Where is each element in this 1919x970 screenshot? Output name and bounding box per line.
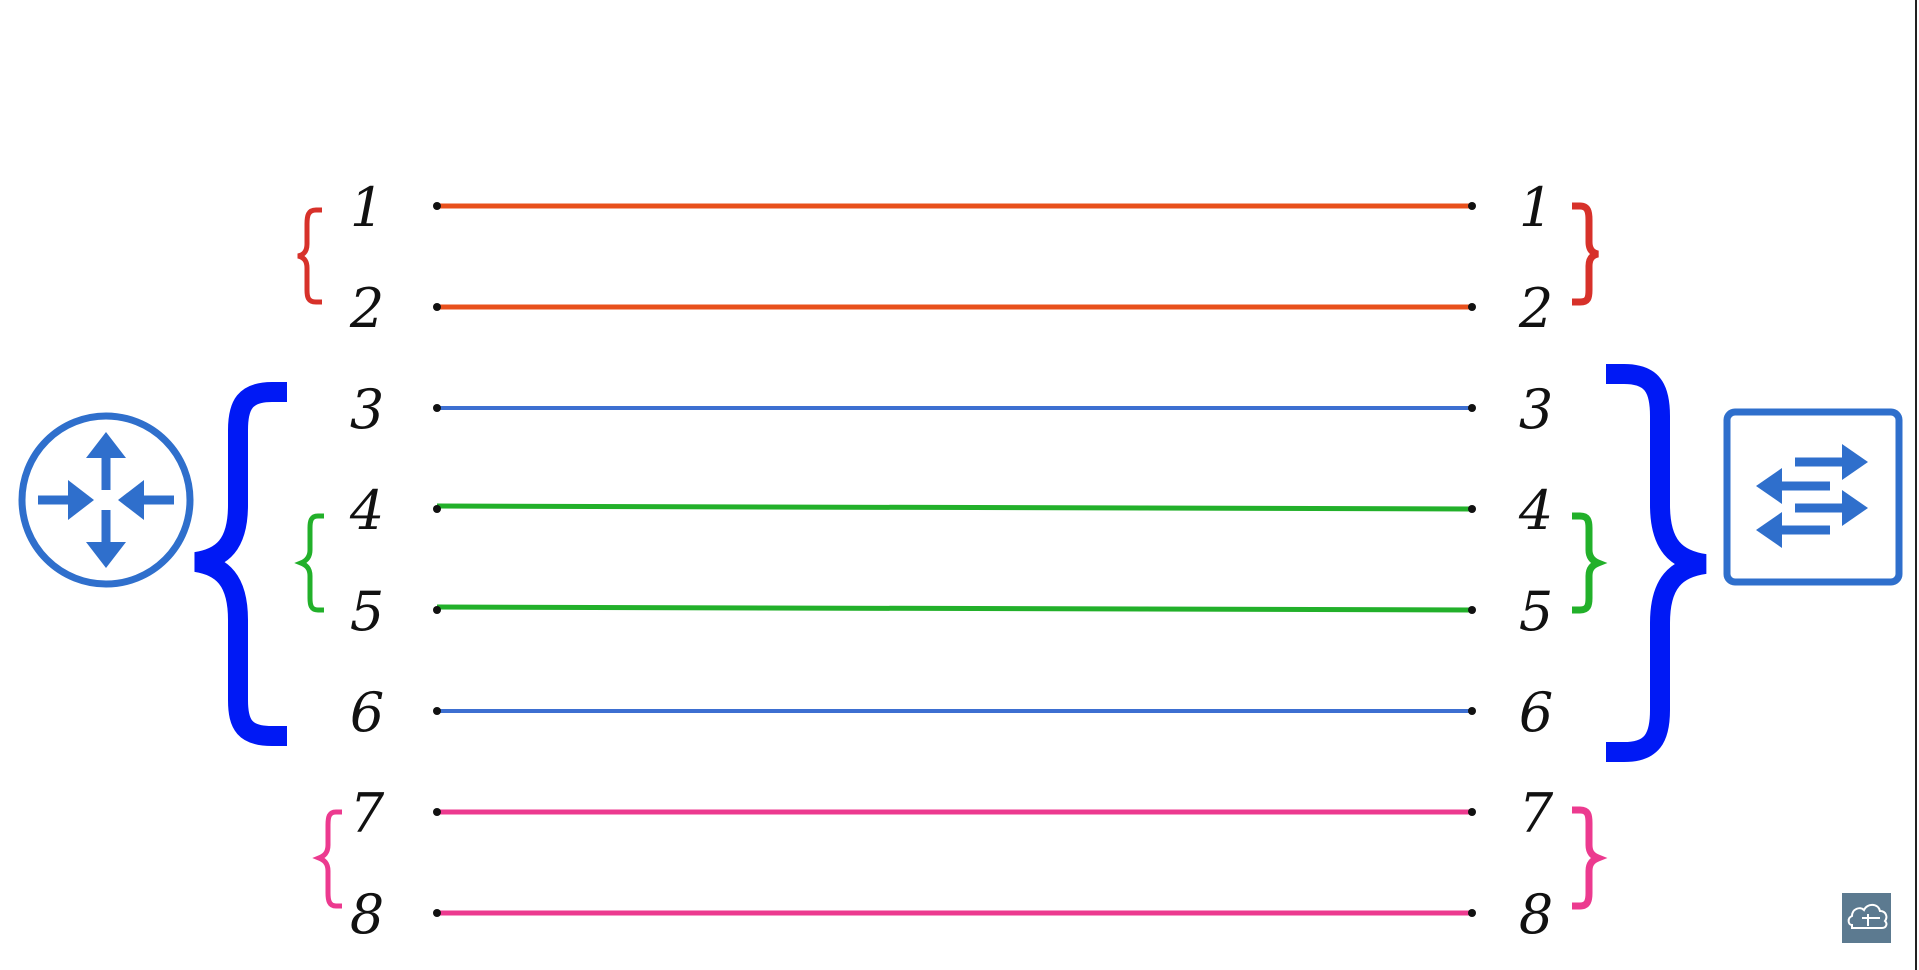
wire-endpoint-right-8 — [1468, 909, 1476, 917]
pair-1-2-right-brace — [1572, 206, 1598, 302]
router-icon — [22, 416, 190, 584]
pin-label-right-2: 2 — [1518, 277, 1554, 340]
pair-1-2-left-brace — [298, 210, 322, 302]
big-right-brace — [1606, 374, 1705, 752]
wire-endpoint-right-2 — [1468, 303, 1476, 311]
pin-label-left-6: 6 — [349, 681, 385, 744]
pin-label-left-3: 3 — [349, 378, 385, 441]
wire-endpoint-right-4 — [1468, 505, 1476, 513]
pair-4-5-left-brace — [301, 516, 324, 610]
pin-label-right-6: 6 — [1518, 681, 1554, 744]
wire-endpoint-right-3 — [1468, 404, 1476, 412]
wire-endpoint-right-1 — [1468, 202, 1476, 210]
wire-endpoint-left-5 — [433, 606, 441, 614]
wire-endpoint-left-4 — [433, 505, 441, 513]
pair-4-5-right-brace — [1572, 516, 1598, 610]
pin-label-right-4: 4 — [1518, 479, 1554, 542]
wire-endpoint-left-6 — [433, 707, 441, 715]
pin-label-right-8: 8 — [1518, 883, 1554, 946]
wire-endpoint-left-7 — [433, 808, 441, 816]
wire-endpoint-right-5 — [1468, 606, 1476, 614]
pin-label-left-1: 1 — [349, 176, 385, 239]
pin-label-left-7: 7 — [349, 782, 385, 845]
wire-endpoint-left-3 — [433, 404, 441, 412]
pin-label-left-4: 4 — [349, 479, 385, 542]
cloud-logo-icon — [1842, 893, 1891, 943]
pair-7-8-left-brace — [319, 812, 342, 906]
pin-label-right-3: 3 — [1518, 378, 1554, 441]
wire-pin-5 — [437, 607, 1472, 610]
wire-endpoint-right-6 — [1468, 707, 1476, 715]
pin-label-left-8: 8 — [349, 883, 385, 946]
pin-label-left-5: 5 — [349, 580, 385, 643]
switch-icon — [1727, 412, 1899, 582]
big-left-brace — [196, 392, 287, 736]
wire-endpoint-left-8 — [433, 909, 441, 917]
pin-label-right-5: 5 — [1518, 580, 1554, 643]
pin-label-left-2: 2 — [349, 277, 385, 340]
wire-endpoint-right-7 — [1468, 808, 1476, 816]
wire-endpoint-left-2 — [433, 303, 441, 311]
wire-endpoint-left-1 — [433, 202, 441, 210]
pair-7-8-right-brace — [1572, 810, 1598, 906]
wire-pin-4 — [437, 506, 1472, 509]
pin-label-right-7: 7 — [1518, 782, 1554, 845]
pin-label-right-1: 1 — [1518, 176, 1554, 239]
